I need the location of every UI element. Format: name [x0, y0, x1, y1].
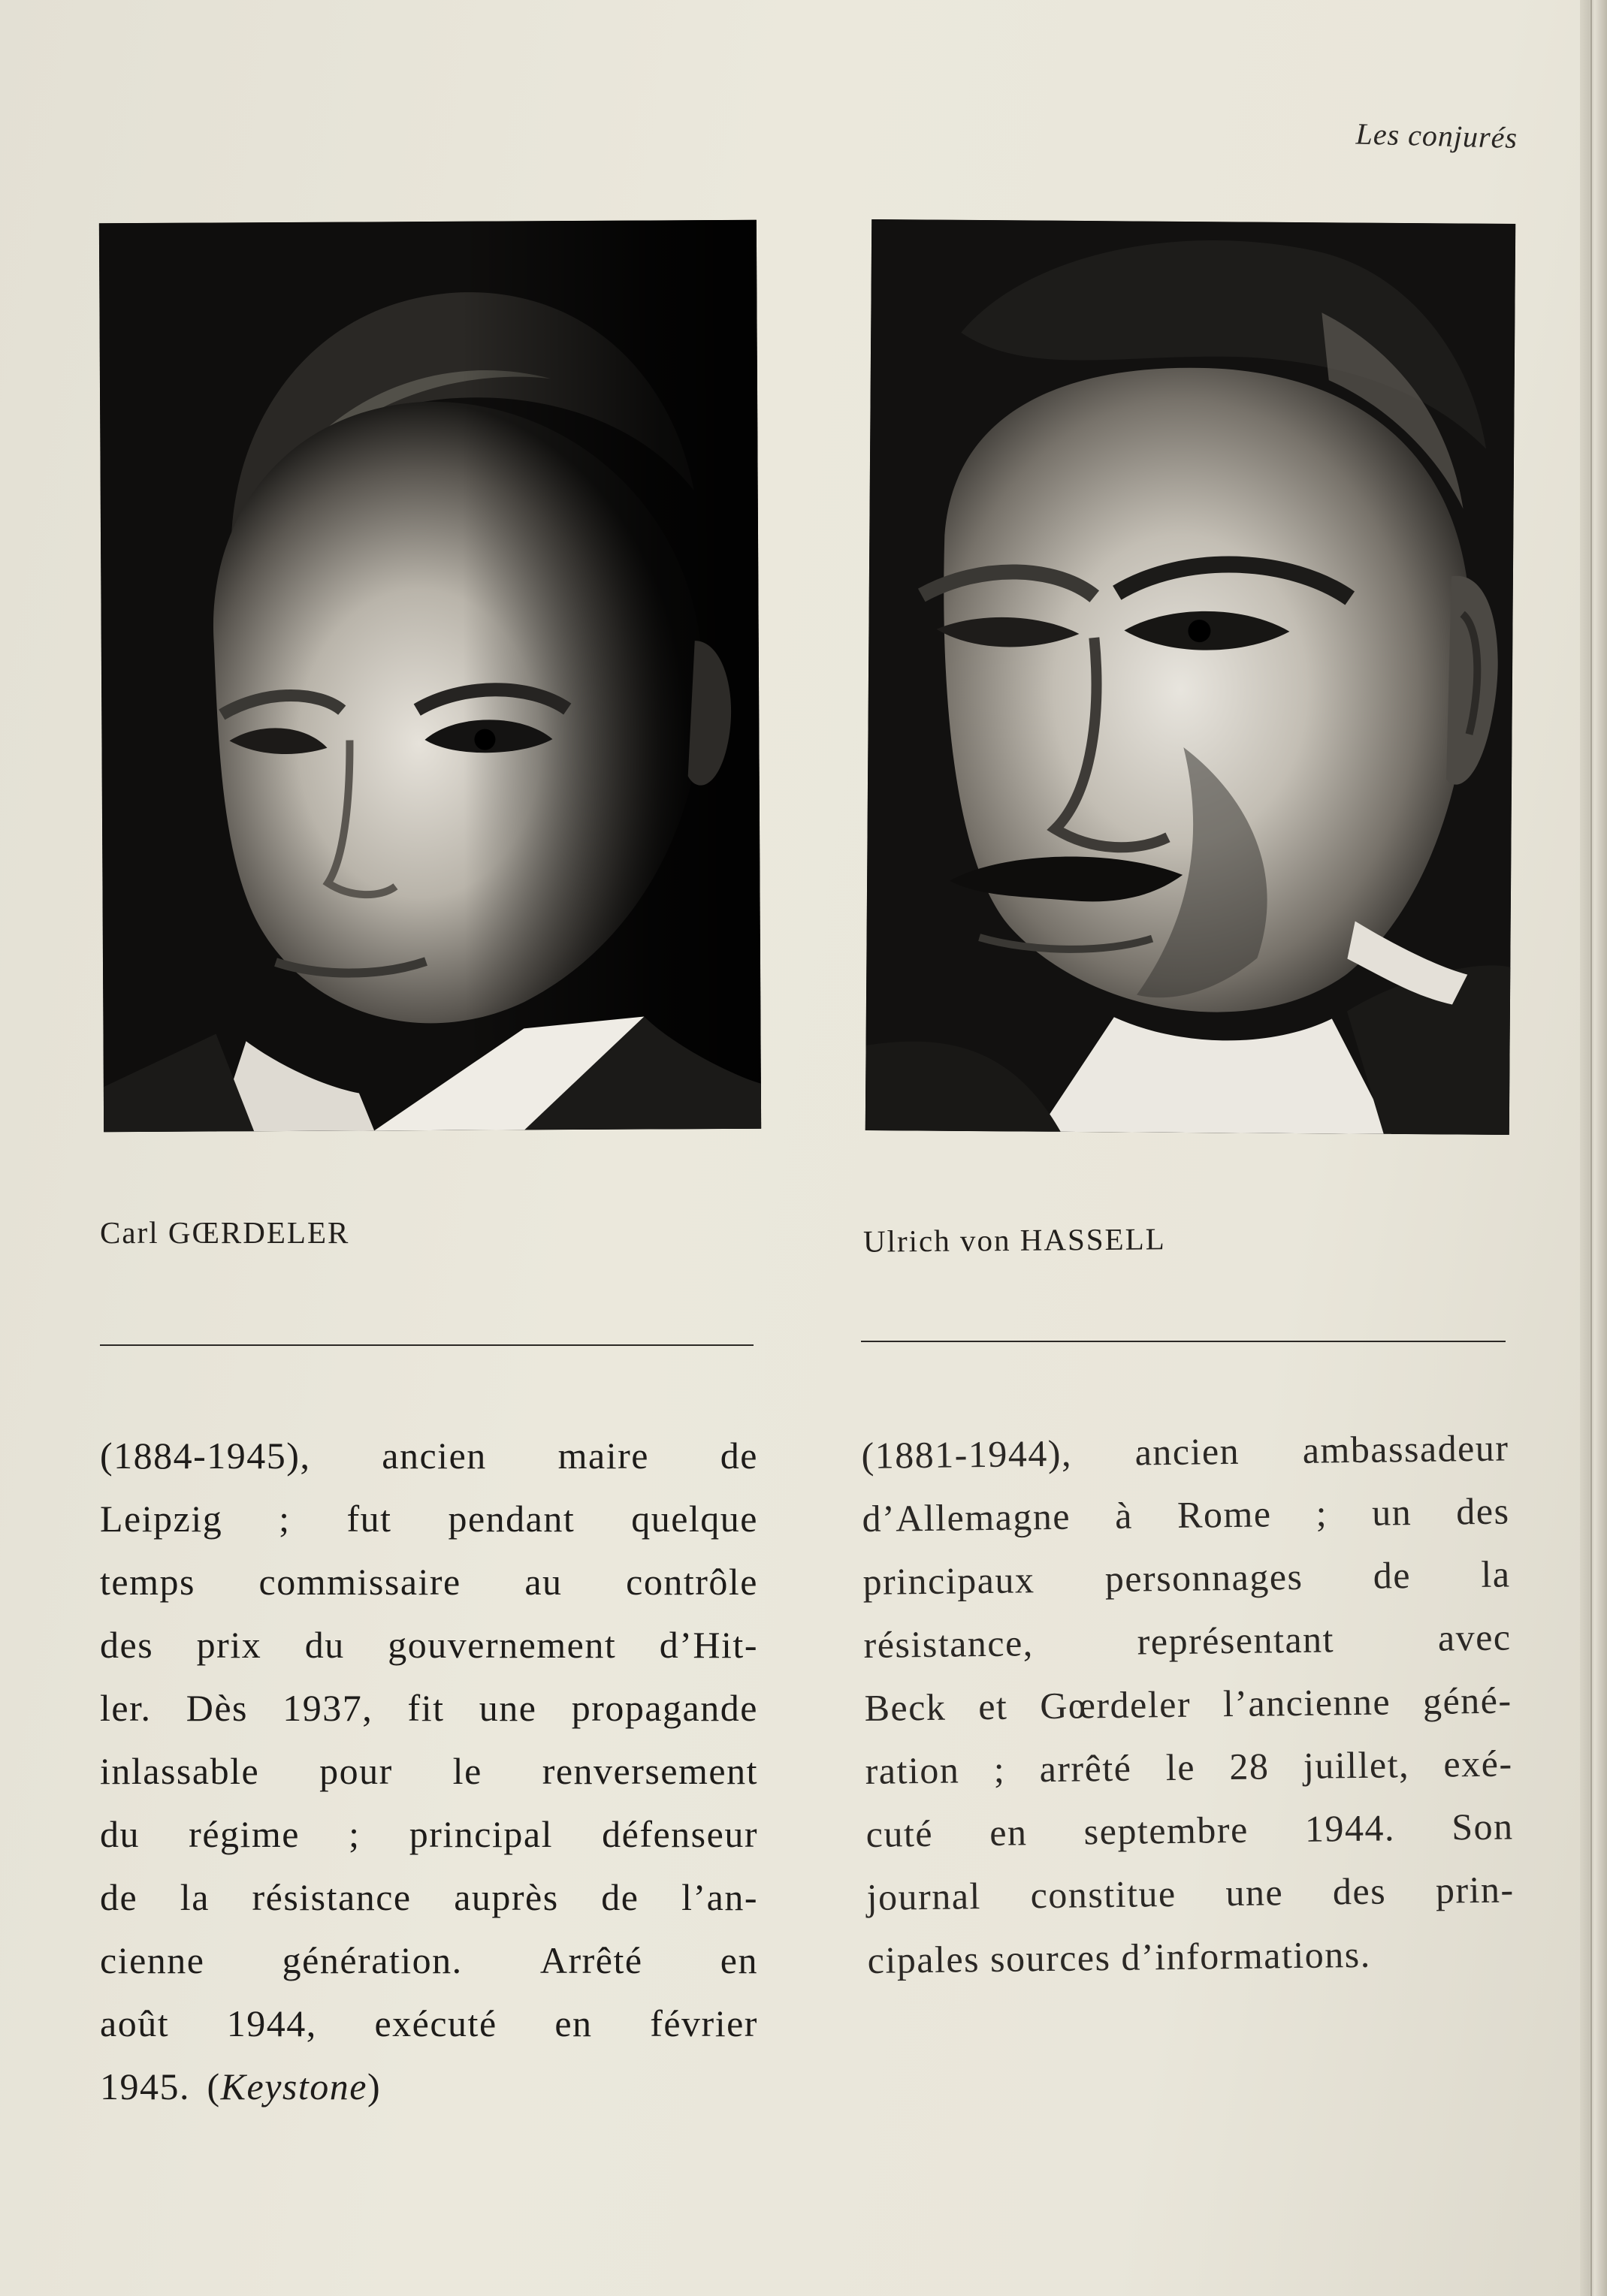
bio-word: cienne — [100, 1939, 205, 1981]
bio-word: au — [524, 1561, 563, 1603]
bio-word: de — [720, 1435, 758, 1477]
bio-word: Arrêté — [539, 1939, 643, 1981]
bio-word: juillet, — [1303, 1743, 1410, 1787]
bio-word: le — [1165, 1745, 1196, 1789]
bio-word: inlassable — [100, 1750, 260, 1792]
bio-word: propagande — [571, 1687, 758, 1729]
bio-word: quelque — [631, 1498, 758, 1540]
bio-line — [100, 1676, 758, 1739]
bio-word: personnages — [1104, 1555, 1303, 1601]
portrait-photo-goerdeler — [99, 220, 761, 1133]
bio-line — [100, 1803, 758, 1866]
bio-word: Rome — [1177, 1492, 1272, 1536]
bio-word: cuté — [865, 1812, 934, 1855]
bio-word: le — [452, 1750, 482, 1792]
bio-word: août — [100, 2002, 170, 2044]
bio-word: l’an- — [681, 1876, 758, 1918]
bio-word: ; — [993, 1748, 1006, 1791]
bio-last-text: cipales sources d’informations. — [867, 1932, 1371, 1981]
bio-word: et — [977, 1685, 1008, 1728]
portrait-photo-hassell — [865, 219, 1515, 1135]
bio-word: de — [601, 1876, 639, 1918]
bio-word: arrêté — [1039, 1746, 1132, 1791]
bio-word: des — [1332, 1869, 1387, 1913]
bio-word: Leipzig — [100, 1498, 223, 1540]
divider-rule-left — [100, 1344, 754, 1346]
bio-word: gouvernement — [388, 1624, 617, 1666]
bio-word: commissaire — [258, 1561, 461, 1603]
bio-line — [861, 1416, 1509, 1487]
bio-word: défenseur — [602, 1813, 758, 1855]
bio-line-last — [867, 1920, 1515, 1992]
bio-word: en — [989, 1811, 1028, 1854]
bio-word: avec — [1437, 1616, 1512, 1659]
bio-word: ; — [349, 1813, 361, 1855]
bio-word: auprès — [454, 1876, 559, 1918]
bio-line — [100, 1992, 758, 2055]
bio-word: Beck — [864, 1685, 947, 1729]
bio-word: prix — [196, 1624, 262, 1666]
bio-word: journal — [866, 1875, 982, 1918]
bio-word: résistance, — [863, 1622, 1035, 1666]
bio-word: fut — [346, 1498, 392, 1540]
bio-word: contrôle — [626, 1561, 758, 1603]
bio-line — [100, 1866, 758, 1929]
bio-word: une — [1225, 1871, 1284, 1914]
bio-line — [100, 1739, 758, 1803]
bio-word: exé- — [1443, 1742, 1513, 1785]
bio-line — [863, 1605, 1512, 1676]
bio-word: temps — [100, 1561, 195, 1603]
bio-word: 1944. — [1304, 1806, 1396, 1850]
photo-credit: (Keystone) — [207, 2065, 382, 2107]
bio-word: ambassadeur — [1302, 1426, 1509, 1471]
bio-word: pendant — [448, 1498, 575, 1540]
bio-word: la — [1481, 1552, 1511, 1595]
bio-line — [865, 1731, 1513, 1803]
bio-word: ancien — [1134, 1429, 1240, 1474]
bio-word: (1881-1944), — [861, 1432, 1073, 1477]
bio-word: 28 — [1229, 1745, 1270, 1788]
bio-word: constitue — [1030, 1872, 1177, 1917]
page-edge — [1580, 0, 1607, 2296]
bio-word: des — [1455, 1489, 1510, 1533]
bio-word: un — [1371, 1491, 1412, 1534]
bio-line — [100, 1613, 758, 1676]
bio-word: ancien — [382, 1435, 487, 1477]
bio-word: de — [1373, 1554, 1412, 1597]
bio-word: exécuté — [374, 2002, 497, 2044]
bio-line — [100, 1424, 758, 1487]
bio-line — [862, 1479, 1510, 1550]
bio-word: renversement — [542, 1750, 758, 1792]
bio-line-last — [100, 2055, 758, 2118]
bio-word: du — [304, 1624, 345, 1666]
bio-word: ; — [279, 1498, 291, 1540]
bio-word: 1937, — [282, 1687, 373, 1729]
bio-word: Dès — [186, 1687, 249, 1729]
bio-word: l’ancienne — [1222, 1680, 1391, 1725]
bio-word: 1944, — [226, 2002, 317, 2044]
caption-goerdeler: Carl GŒRDELER — [100, 1215, 350, 1250]
bio-word: Son — [1451, 1805, 1514, 1848]
bio-word: d’Allemagne — [862, 1495, 1071, 1540]
biography-goerdeler — [100, 1424, 758, 2118]
bio-word: maire — [557, 1435, 649, 1477]
bio-word: en — [554, 2002, 593, 2044]
bio-word: fit — [407, 1687, 445, 1729]
bio-word: génération. — [282, 1939, 463, 1981]
bio-word: février — [650, 2002, 758, 2044]
bio-word: Gœrdeler — [1039, 1682, 1192, 1727]
bio-last-text: 1945. — [100, 2065, 190, 2107]
running-head: Les conjurés — [1355, 116, 1518, 155]
bio-line — [865, 1794, 1514, 1866]
bio-word: prin- — [1435, 1868, 1515, 1911]
caption-hassell: Ulrich von HASSELL — [862, 1221, 1166, 1259]
bio-line — [100, 1929, 758, 1992]
bio-word: en — [720, 1939, 758, 1981]
bio-word: ; — [1316, 1492, 1328, 1534]
divider-rule-right — [861, 1341, 1506, 1342]
bio-word: principaux — [862, 1558, 1035, 1603]
bio-word: ration — [865, 1748, 960, 1792]
bio-word: pour — [319, 1750, 393, 1792]
bio-word: une — [479, 1687, 537, 1729]
bio-word: septembre — [1083, 1808, 1249, 1853]
bio-word: régime — [189, 1813, 300, 1855]
bio-line — [862, 1542, 1511, 1613]
bio-word: ler. — [100, 1687, 152, 1729]
bio-line — [100, 1550, 758, 1613]
bio-word: représentant — [1137, 1618, 1335, 1663]
bio-word: principal — [409, 1813, 553, 1855]
bio-word: à — [1114, 1494, 1134, 1537]
biography-hassell — [861, 1416, 1515, 1991]
bio-word: la — [180, 1876, 210, 1918]
bio-word: du — [100, 1813, 140, 1855]
bio-word: résistance — [252, 1876, 412, 1918]
bio-line — [864, 1668, 1512, 1739]
bio-word: (1884-1945), — [100, 1435, 311, 1477]
bio-word: de — [100, 1876, 138, 1918]
bio-line — [866, 1857, 1515, 1929]
bio-word: des — [100, 1624, 154, 1666]
bio-word: géné- — [1422, 1679, 1512, 1722]
bio-line — [100, 1487, 758, 1550]
bio-word: d’Hit- — [659, 1624, 758, 1666]
